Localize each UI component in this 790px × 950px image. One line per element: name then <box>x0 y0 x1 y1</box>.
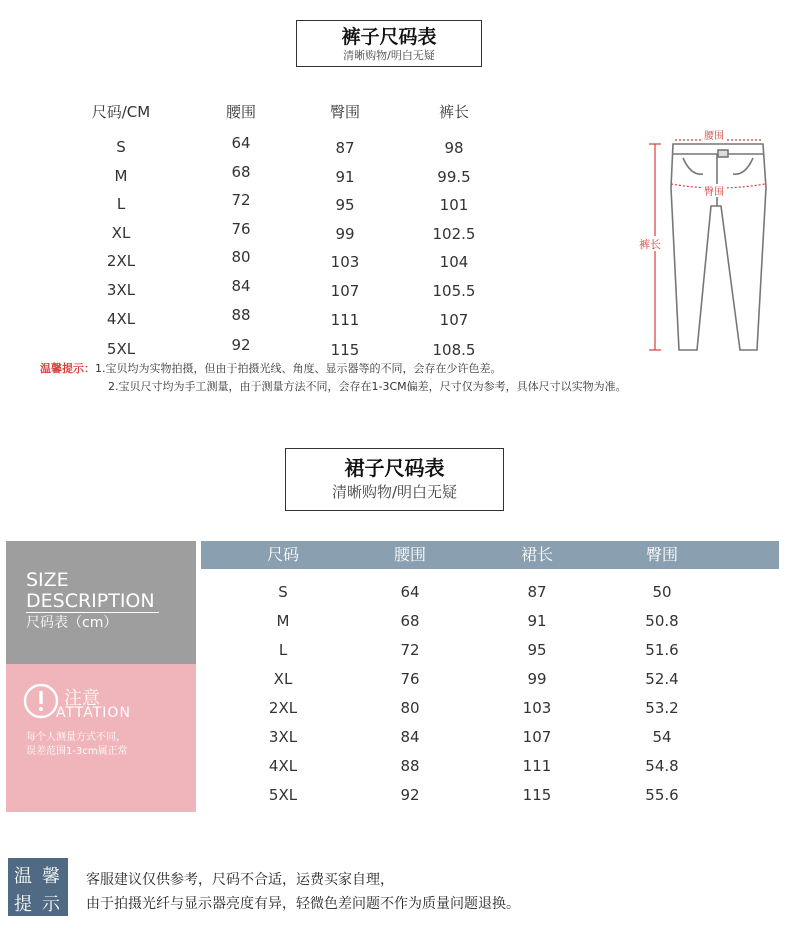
pants-tip-1 <box>40 360 502 376</box>
note-title: 注意 <box>64 688 100 709</box>
size-chart-cm-label: 尺码表（cm） <box>26 615 118 631</box>
skirt-table-cell: 91 <box>527 612 547 630</box>
skirt-table-cell: 80 <box>400 699 420 717</box>
pants-table-cell: L <box>116 195 126 213</box>
skirt-table-cell: L <box>278 641 288 659</box>
skirt-table-cell: 103 <box>522 699 552 717</box>
pants-table-cell: 92 <box>231 336 251 354</box>
skirt-table-cell: 115 <box>522 786 552 804</box>
diagram-hip-label: 臀围 <box>704 187 724 198</box>
skirt-table-cell: 50 <box>652 583 672 601</box>
skirt-table-cell: 107 <box>522 728 552 746</box>
skirt-table-cell: 99 <box>527 670 547 688</box>
pants-table-cell: 101 <box>439 196 469 214</box>
pants-table-cell: 102.5 <box>432 225 476 243</box>
pants-table-cell: 108.5 <box>432 341 476 359</box>
pants-header-cell: 尺码/CM <box>91 103 151 121</box>
pants-table-cell: 115 <box>330 341 360 359</box>
pants-measurement-diagram <box>625 110 790 370</box>
skirt-header-cell: 臀围 <box>645 545 678 564</box>
skirt-table-cell: 4XL <box>268 757 298 775</box>
badge-char-4: 示 <box>42 894 60 915</box>
skirt-table-header <box>201 541 779 569</box>
pants-table-cell: 107 <box>439 311 469 329</box>
pants-table-cell: 84 <box>231 277 251 295</box>
skirt-title: 裙子尺码表 <box>344 456 445 480</box>
pants-title-box <box>296 20 482 67</box>
skirt-table-cell: 3XL <box>268 728 298 746</box>
size-description-block <box>6 541 196 664</box>
badge-char-3: 提 <box>14 894 32 915</box>
pants-header-cell: 裤长 <box>438 103 469 121</box>
pants-table-cell: 2XL <box>106 252 136 270</box>
skirt-table-cell: 54.8 <box>645 757 679 775</box>
size-label: SIZE <box>26 569 69 591</box>
pants-table-cell: 107 <box>330 282 360 300</box>
pants-table-cell: 98 <box>444 139 464 157</box>
skirt-table-cell: 52.4 <box>645 670 679 688</box>
skirt-table-cell: 95 <box>527 641 547 659</box>
skirt-table-cell: 64 <box>400 583 420 601</box>
skirt-table-cell: 76 <box>400 670 420 688</box>
pants-table-cell: 111 <box>330 311 360 329</box>
pants-table-cell: 95 <box>335 196 355 214</box>
pants-tip-2: 2.宝贝尺寸均为手工测量，由于测量方法不同，会存在1-3CM偏差，尺寸仅为参考，具体尺寸以实物为准。 <box>108 380 627 393</box>
pants-table-cell: 104 <box>439 253 469 271</box>
pants-table-cell: 105.5 <box>432 282 476 300</box>
tip-text-1: 1.宝贝均为实物拍摄，但由于拍摄光线、角度、显示器等的不同，会存在少许色差。 <box>95 362 502 375</box>
pants-header-cell: 腰围 <box>225 103 256 121</box>
tip-label: 温馨提示： <box>40 362 95 375</box>
badge-char-2: 馨 <box>42 866 60 887</box>
skirt-header-cell: 尺码 <box>266 545 299 564</box>
warm-tips-badge <box>8 858 68 916</box>
skirt-table-cell: 55.6 <box>645 786 679 804</box>
pants-table-cell: 72 <box>231 191 251 209</box>
skirt-table-cell: 5XL <box>268 786 298 804</box>
description-label: DESCRIPTION <box>26 590 159 613</box>
diagram-waist-label: 腰围 <box>704 131 724 142</box>
skirt-table-cell: XL <box>273 670 293 688</box>
pants-table-cell: M <box>114 167 128 185</box>
skirt-table-cell: 50.8 <box>645 612 679 630</box>
attention-note-block <box>6 664 196 812</box>
skirt-table-cell: 84 <box>400 728 420 746</box>
pants-table-cell: 80 <box>231 248 251 266</box>
pants-table-cell: 87 <box>335 139 355 157</box>
pants-table-cell: 5XL <box>106 340 136 358</box>
pants-title: 裤子尺码表 <box>341 26 437 48</box>
skirt-table-cell: 87 <box>527 583 547 601</box>
skirt-table-cell: 72 <box>400 641 420 659</box>
skirt-table-cell: 111 <box>522 757 552 775</box>
pants-table-cell: XL <box>111 224 131 242</box>
skirt-table-cell: 92 <box>400 786 420 804</box>
footer-line-1: 客服建议仅供参考，尺码不合适，运费买家自理， <box>86 872 394 888</box>
pants-table-cell: 4XL <box>106 310 136 328</box>
skirt-table-cell: 2XL <box>268 699 298 717</box>
skirt-table-cell: 53.2 <box>645 699 679 717</box>
skirt-table-cell: 51.6 <box>645 641 679 659</box>
pants-table-cell: 68 <box>231 163 251 181</box>
skirt-table-cell: 54 <box>652 728 672 746</box>
skirt-subtitle: 清晰购物/明白无疑 <box>331 483 458 501</box>
skirt-table-cell: S <box>278 583 288 601</box>
note-subtitle: ATTATION <box>56 705 131 721</box>
pants-table-cell: 64 <box>231 134 251 152</box>
pants-table-cell: 3XL <box>106 281 136 299</box>
pants-table-cell: 76 <box>231 220 251 238</box>
pants-outline-icon <box>625 110 790 370</box>
pants-table-cell: 88 <box>231 306 251 324</box>
skirt-title-box <box>285 448 504 511</box>
diagram-length-label: 裤长 <box>639 238 661 251</box>
skirt-header-cell: 裙长 <box>520 545 553 564</box>
badge-char-1: 温 <box>14 866 32 887</box>
skirt-table-cell: M <box>276 612 290 630</box>
pants-table-cell: S <box>116 138 126 156</box>
note-text-1: 每个人测量方式不同， <box>26 732 126 743</box>
footer-line-2: 由于拍摄光纤与显示器亮度有异，轻微色差问题不作为质量问题退换。 <box>86 896 520 912</box>
warning-icon <box>23 683 59 719</box>
pants-header-cell: 臀围 <box>329 103 360 121</box>
pants-table-cell: 99.5 <box>437 168 471 186</box>
pants-table-cell: 91 <box>335 168 355 186</box>
skirt-header-cell: 腰围 <box>393 545 426 564</box>
pants-table-cell: 99 <box>335 225 355 243</box>
pants-table-cell: 103 <box>330 253 360 271</box>
note-text-2: 误差范围1-3cm属正常 <box>26 746 128 757</box>
skirt-table-cell: 88 <box>400 757 420 775</box>
skirt-table-cell: 68 <box>400 612 420 630</box>
pants-subtitle: 清晰购物/明白无疑 <box>343 49 435 62</box>
